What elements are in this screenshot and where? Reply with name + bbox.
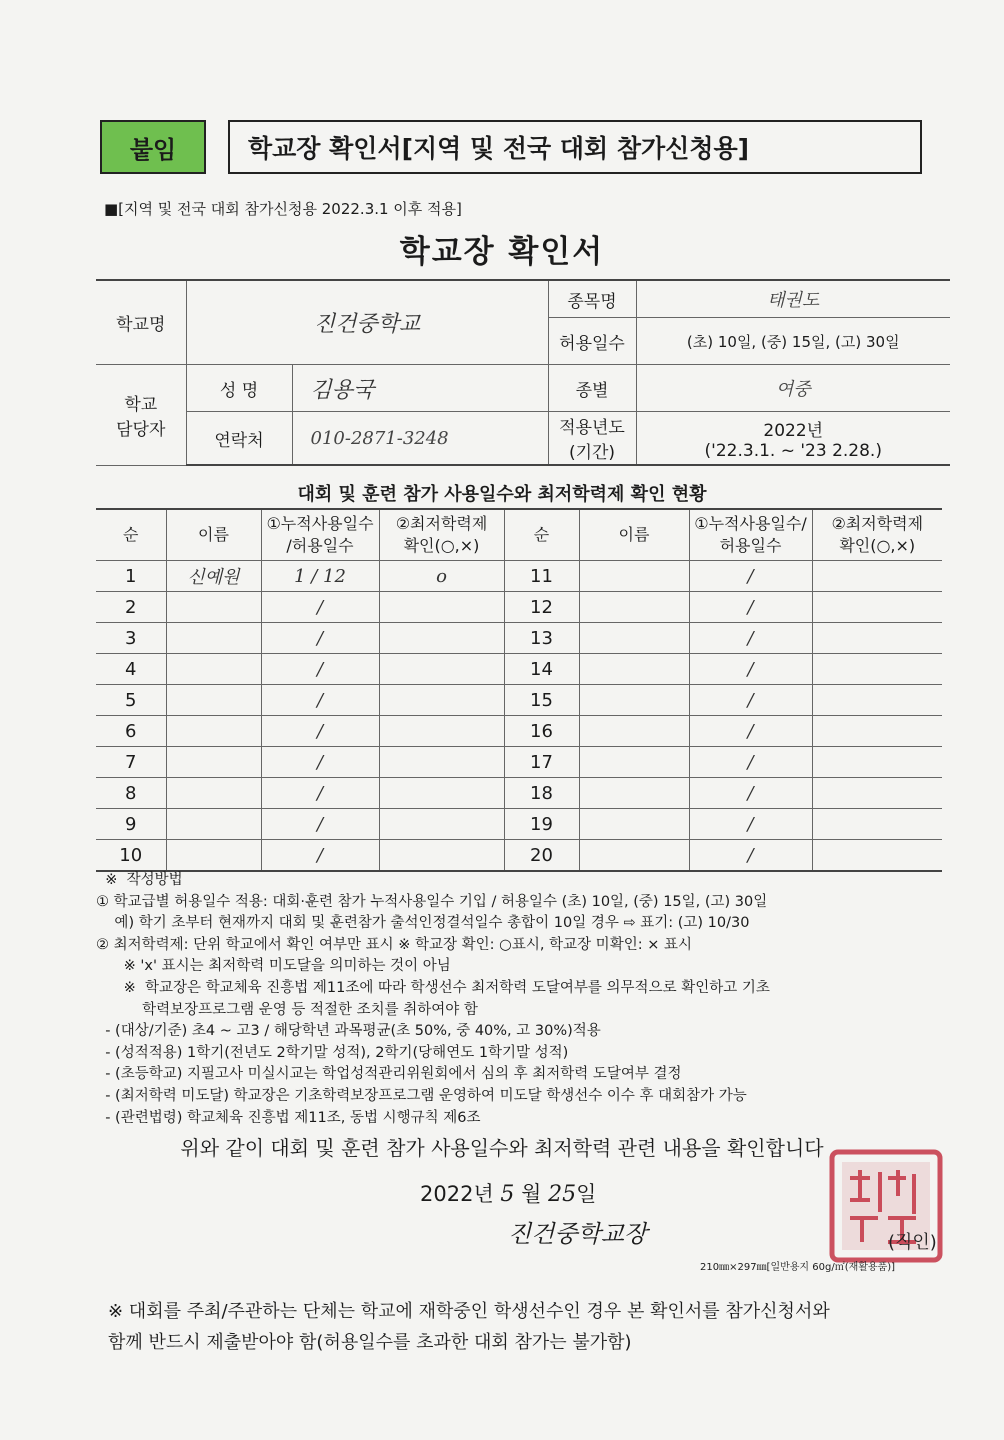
name-value[interactable]: 김용국	[292, 365, 548, 412]
header-name: 이름	[166, 509, 261, 561]
athlete-name[interactable]	[579, 747, 689, 778]
athlete-name[interactable]	[579, 778, 689, 809]
days-used[interactable]: /	[261, 654, 379, 685]
academic-check[interactable]	[379, 840, 504, 872]
sport-label: 종목명	[548, 280, 636, 318]
athlete-name[interactable]	[579, 716, 689, 747]
days-used[interactable]: /	[689, 592, 812, 623]
academic-check[interactable]	[379, 747, 504, 778]
table-row	[96, 654, 942, 685]
athlete-name[interactable]	[579, 685, 689, 716]
instruction-line: ② 최저학력제: 단위 학교에서 확인 여부만 표시 ※ 학교장 확인: ○표시, 학교장 미확인: × 표시	[96, 936, 692, 953]
days-used[interactable]: /	[261, 592, 379, 623]
instruction-line: - (대상/기준) 초4 ~ 고3 / 해당학년 과목평균(초 50%, 중 40%, 고 30%)적용	[96, 1023, 601, 1040]
manager-label: 학교 담당자	[96, 365, 186, 466]
days-value: (초) 10일, (중) 15일, (고) 30일	[636, 318, 950, 365]
athlete-name[interactable]	[166, 623, 261, 654]
school-label: 학교명	[96, 280, 186, 365]
table-row	[96, 778, 942, 809]
days-used[interactable]: /	[261, 840, 379, 872]
academic-check[interactable]	[379, 809, 504, 840]
academic-check[interactable]	[812, 654, 942, 685]
academic-check[interactable]	[812, 685, 942, 716]
header-days: ①누적사용일수/ 허용일수	[689, 509, 812, 561]
row-number: 3	[96, 623, 166, 654]
row-number: 1	[96, 561, 166, 592]
table-row	[96, 716, 942, 747]
submission-note: ※ 대회를 주최/주관하는 단체는 학교에 재학중인 학생선수인 경우 본 확인서를 참가신청서와 함께 반드시 제출받아야 함(허용일수를 초과한 대회 참가는 불가함)	[108, 1301, 830, 1353]
header-check: ②최저학력제 확인(○,×)	[812, 509, 942, 561]
table-row	[96, 685, 942, 716]
contact-value[interactable]: 010-2871-3248	[292, 412, 548, 466]
athlete-name[interactable]	[166, 747, 261, 778]
instruction-line: ※ 'x' 표시는 최저학력 미도달을 의미하는 것이 아님	[96, 958, 451, 975]
row-number: 14	[504, 654, 579, 685]
paper-spec: 210㎜×297㎜[일반용지 60g/㎡(재활용품)]	[700, 1262, 896, 1273]
principal-signature: 진건중학교장	[508, 1220, 648, 1248]
table-row	[96, 623, 942, 654]
days-used[interactable]: /	[689, 809, 812, 840]
academic-check[interactable]	[812, 561, 942, 592]
instruction-line: 학력보장프로그램 운영 등 적절한 조치를 취하여야 함	[96, 1001, 478, 1018]
row-number: 4	[96, 654, 166, 685]
academic-check[interactable]	[379, 654, 504, 685]
days-used[interactable]: /	[261, 778, 379, 809]
row-number: 20	[504, 840, 579, 872]
instruction-line: - (최저학력 미도달) 학교장은 기초학력보장프로그램 운영하여 미도달 학생선수 이수 후 대회참가 가능	[96, 1087, 747, 1104]
athlete-name[interactable]	[166, 809, 261, 840]
days-used[interactable]: /	[689, 747, 812, 778]
date-month[interactable]: 5	[500, 1182, 515, 1207]
info-table	[96, 279, 950, 466]
year-value: 2022년 ('22.3.1. ~ '23 2.28.)	[636, 412, 950, 466]
athlete-name[interactable]: 신예원	[166, 561, 261, 592]
athlete-name[interactable]	[579, 840, 689, 872]
table-row	[96, 840, 942, 872]
days-used[interactable]: /	[261, 685, 379, 716]
instruction-line: - (성적적용) 1학기(전년도 2학기말 성적), 2학기(당해연도 1학기말 성적)	[96, 1044, 569, 1061]
athlete-name[interactable]	[579, 654, 689, 685]
section-title: 대회 및 훈련 참가 사용일수와 최저학력제 확인 현황	[297, 484, 707, 505]
instruction-line: ① 학교급별 허용일수 적용: 대회·훈련 참가 누적사용일수 기입 / 허용일수 (초) 10일, (중) 15일, (고) 30일	[96, 893, 768, 910]
days-label: 허용일수	[548, 318, 636, 365]
academic-check[interactable]	[812, 716, 942, 747]
official-seal-icon	[828, 1148, 944, 1266]
row-number: 13	[504, 623, 579, 654]
seal-label: (직인)	[888, 1232, 937, 1253]
academic-check[interactable]	[812, 840, 942, 872]
athlete-name[interactable]	[166, 840, 261, 872]
row-number: 8	[96, 778, 166, 809]
days-used[interactable]: /	[689, 685, 812, 716]
table-row	[96, 747, 942, 778]
name-label: 성 명	[186, 365, 292, 412]
table-row	[96, 561, 942, 592]
academic-check[interactable]	[812, 809, 942, 840]
header-no: 순	[504, 509, 579, 561]
row-number: 7	[96, 747, 166, 778]
table-row	[96, 809, 942, 840]
days-used[interactable]: /	[689, 778, 812, 809]
days-used[interactable]: /	[261, 623, 379, 654]
header-check: ②최저학력제 확인(○,×)	[379, 509, 504, 561]
row-number: 12	[504, 592, 579, 623]
year-label: 적용년도 (기간)	[548, 412, 636, 466]
sport-value[interactable]: 태권도	[636, 280, 950, 318]
instruction-line: - (초등학교) 지필고사 미실시교는 학업성적관리위원회에서 심의 후 최저학력 도달여부 결정	[96, 1066, 682, 1083]
contact-label: 연락처	[186, 412, 292, 466]
header-days: ①누적사용일수 /허용일수	[261, 509, 379, 561]
row-number: 11	[504, 561, 579, 592]
academic-check[interactable]	[379, 685, 504, 716]
athlete-name[interactable]	[579, 561, 689, 592]
attachment-badge: 붙임	[100, 120, 206, 174]
academic-check[interactable]	[379, 623, 504, 654]
athlete-name[interactable]	[166, 685, 261, 716]
days-used[interactable]: /	[689, 716, 812, 747]
row-number: 6	[96, 716, 166, 747]
form-title-box: 학교장 확인서[지역 및 전국 대회 참가신청용]	[228, 120, 922, 174]
instruction-line: - (관련법령) 학교체육 진흥법 제11조, 동법 시행규칙 제6조	[96, 1109, 481, 1126]
instruction-line: ※ 작성방법	[96, 872, 183, 888]
athlete-name[interactable]	[166, 592, 261, 623]
row-number: 18	[504, 778, 579, 809]
school-value[interactable]: 진건중학교	[186, 280, 548, 365]
athlete-name[interactable]	[579, 623, 689, 654]
athlete-name[interactable]	[166, 778, 261, 809]
table-header-row	[96, 509, 942, 561]
academic-check[interactable]	[812, 623, 942, 654]
athlete-name[interactable]	[579, 592, 689, 623]
athlete-name[interactable]	[579, 809, 689, 840]
days-used[interactable]: /	[261, 747, 379, 778]
table-row	[96, 592, 942, 623]
instruction-line: ※ 학교장은 학교체육 진흥법 제11조에 따라 학생선수 최저학력 도달여부를 의무적으로 확인하고 기초	[96, 979, 770, 996]
days-used[interactable]: /	[261, 716, 379, 747]
signature-date: 2022년 5 월 25일	[420, 1182, 597, 1207]
applicability-note: ■[지역 및 전국 대회 참가신청용 2022.3.1 이후 적용]	[104, 200, 462, 218]
days-used[interactable]: /	[689, 561, 812, 592]
row-number: 19	[504, 809, 579, 840]
academic-check[interactable]	[379, 778, 504, 809]
row-number: 15	[504, 685, 579, 716]
academic-check[interactable]	[812, 778, 942, 809]
row-number: 5	[96, 685, 166, 716]
athlete-name[interactable]	[166, 716, 261, 747]
document-title: 학교장 확인서	[399, 234, 605, 270]
type-value[interactable]: 여중	[636, 365, 950, 412]
days-used[interactable]: /	[261, 809, 379, 840]
row-number: 10	[96, 840, 166, 872]
academic-check[interactable]	[812, 747, 942, 778]
row-number: 16	[504, 716, 579, 747]
type-label: 종별	[548, 365, 636, 412]
row-number: 9	[96, 809, 166, 840]
days-used[interactable]: 1 / 12	[261, 561, 379, 592]
academic-check[interactable]	[379, 716, 504, 747]
instruction-line: 예) 학기 초부터 현재까지 대회 및 훈련참가 출석인정결석일수 총합이 10일 경우 ⇨ 표기: (고) 10/30	[96, 915, 750, 932]
date-day[interactable]: 25	[548, 1182, 577, 1207]
row-number: 17	[504, 747, 579, 778]
days-used[interactable]: /	[689, 840, 812, 872]
row-number: 2	[96, 592, 166, 623]
academic-check[interactable]	[812, 592, 942, 623]
academic-check[interactable]: o	[379, 561, 504, 592]
athlete-name[interactable]	[166, 654, 261, 685]
confirmation-statement: 위와 같이 대회 및 훈련 참가 사용일수와 최저학력 관련 내용을 확인합니다	[180, 1136, 824, 1160]
academic-check[interactable]	[379, 592, 504, 623]
header-no: 순	[96, 509, 166, 561]
days-used[interactable]: /	[689, 623, 812, 654]
usage-table	[96, 508, 942, 872]
instructions	[96, 870, 956, 1129]
days-used[interactable]: /	[689, 654, 812, 685]
header-name: 이름	[579, 509, 689, 561]
